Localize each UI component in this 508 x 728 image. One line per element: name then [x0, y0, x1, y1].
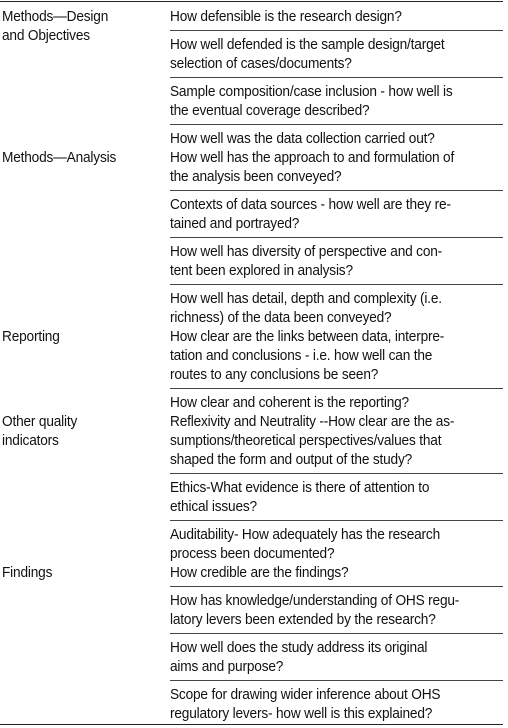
question-separator — [170, 680, 503, 681]
criterion-cell — [2, 148, 137, 167]
question-cell — [170, 685, 503, 723]
criterion-cell — [2, 563, 137, 582]
question-text: Contexts of data sources - how well are they re- — [170, 196, 451, 213]
criterion-label: Reporting — [2, 328, 60, 345]
question-text: latory levers been extended by the research? — [170, 611, 436, 628]
question-text: shaped the form and output of the study? — [170, 451, 413, 468]
question-text: Auditability- How adequately has the research — [170, 526, 440, 543]
criterion-label: Methods—Analysis — [2, 149, 117, 166]
question-cell — [170, 7, 503, 26]
question-text: routes to any conclusions be seen? — [170, 366, 379, 383]
question-text: regulatory levers- how well is this explained? — [170, 705, 433, 722]
question-text: How clear are the links between data, interpre- — [170, 328, 445, 345]
question-text: selection of cases/documents? — [170, 55, 352, 72]
question-text: How well has diversity of perspective and con- — [170, 243, 443, 260]
question-text: the eventual coverage described? — [170, 102, 370, 119]
question-cell — [170, 195, 503, 233]
question-separator — [170, 77, 503, 78]
question-text: How well defended is the sample design/target — [170, 36, 445, 53]
question-text: How has knowledge/understanding of OHS regu- — [170, 592, 460, 609]
question-text: Sample composition/case inclusion - how well is — [170, 83, 453, 100]
question-cell — [170, 393, 503, 412]
question-separator — [170, 124, 503, 125]
question-cell — [170, 591, 503, 629]
question-text: tained and portrayed? — [170, 215, 300, 232]
question-text: the analysis been conveyed? — [170, 168, 342, 185]
question-cell — [170, 412, 503, 469]
question-text: How well has the approach to and formulation of — [170, 149, 455, 166]
question-cell — [170, 327, 503, 384]
question-text: ethical issues? — [170, 498, 257, 515]
question-text: aims and purpose? — [170, 658, 284, 675]
question-separator — [170, 190, 503, 191]
criterion-label: and Objectives — [2, 27, 90, 44]
question-cell — [170, 638, 503, 676]
criterion-cell — [2, 7, 137, 45]
question-cell — [170, 129, 503, 148]
table-bottom-rule — [0, 724, 503, 725]
question-cell — [170, 289, 503, 327]
criterion-cell — [2, 412, 137, 450]
criterion-label: indicators — [2, 432, 59, 449]
question-text: How credible are the findings? — [170, 564, 349, 581]
question-text: Ethics-What evidence is there of attention to — [170, 479, 430, 496]
question-text: tent been explored in analysis? — [170, 262, 353, 279]
table-top-rule — [0, 1, 503, 2]
question-text: process been documented? — [170, 545, 335, 562]
question-separator — [170, 237, 503, 238]
criterion-cell — [2, 327, 137, 346]
question-text: tation and conclusions - i.e. how well can the — [170, 347, 433, 364]
question-cell — [170, 148, 503, 186]
question-text: How well was the data collection carried out? — [170, 130, 435, 147]
question-text: How defensible is the research design? — [170, 8, 402, 25]
question-separator — [170, 284, 503, 285]
criterion-label: Other quality — [2, 413, 78, 430]
question-separator — [170, 473, 503, 474]
question-text: How clear and coherent is the reporting? — [170, 394, 409, 411]
question-cell — [170, 525, 503, 563]
question-separator — [170, 633, 503, 634]
question-cell — [170, 563, 503, 582]
question-separator — [170, 520, 503, 521]
question-text: richness) of the data been conveyed? — [170, 309, 392, 326]
question-text: Scope for drawing wider inference about OHS — [170, 686, 441, 703]
question-cell — [170, 35, 503, 73]
question-cell — [170, 242, 503, 280]
question-separator — [170, 586, 503, 587]
question-separator — [170, 388, 503, 389]
question-text: How well does the study address its original — [170, 639, 428, 656]
criterion-label: Methods—Design — [2, 8, 109, 25]
question-text: Reflexivity and Neutrality --How clear are the as- — [170, 413, 455, 430]
criterion-label: Findings — [2, 564, 53, 581]
question-cell — [170, 478, 503, 516]
question-separator — [170, 30, 503, 31]
question-text: How well has detail, depth and complexity (i.e. — [170, 290, 442, 307]
question-cell — [170, 82, 503, 120]
question-text: sumptions/theoretical perspectives/values that — [170, 432, 442, 449]
